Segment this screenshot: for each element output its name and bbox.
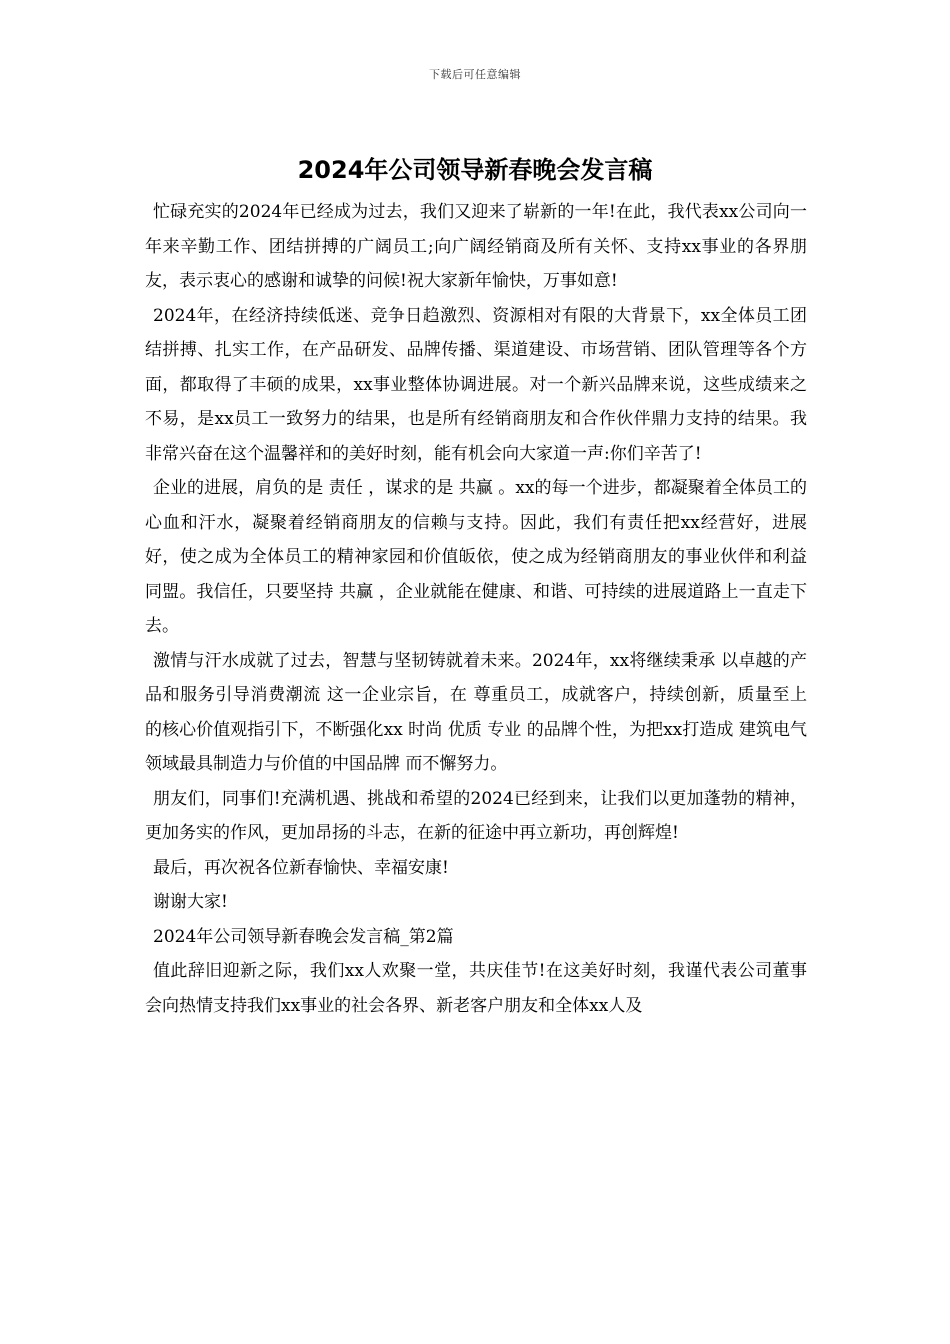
paragraph: 值此辞旧迎新之际，我们xx人欢聚一堂，共庆佳节!在这美好时刻，我谨代表公司董事会向热情支持我们xx事业的社会各界、新老客户朋友和全体xx人及 <box>145 961 807 1016</box>
document-body <box>145 195 807 1023</box>
paragraph: 忙碌充实的2024年已经成为过去，我们又迎来了崭新的一年!在此，我代表xx公司向一年来辛勤工作、团结拼搏的广阔员工;向广阔经销商及所有关怀、支持xx事业的各界朋友，表示衷心的感谢和诚挚的问候!祝大家新年愉快，万事如意! <box>145 202 807 291</box>
paragraph: 企业的进展，肩负的是 责任 ，谋求的是 共赢 。xx的每一个进步，都凝聚着全体员工的心血和汗水，凝聚着经销商朋友的信赖与支持。因此，我们有责任把xx经营好，进展好，使之成为全体员工的精神家园和价值皈依，使之成为经销商朋友的事业伙伴和利益同盟。我信任，只要坚持 共赢 ，企业就能在健康、和谐、可持续的进展道路上一直走下去。 <box>145 478 807 636</box>
paragraph: 朋友们，同事们!充满机遇、挑战和希望的2024已经到来，让我们以更加蓬勃的精神，更加务实的作风，更加昂扬的斗志，在新的征途中再立新功，再创辉煌! <box>145 788 807 843</box>
document-title: 2024年公司领导新春晚会发言稿 <box>297 156 653 184</box>
header-note: 下载后可任意编辑 <box>429 68 521 81</box>
section-heading: 2024年公司领导新春晚会发言稿_第2篇 <box>153 926 454 947</box>
paragraph: 谢谢大家! <box>153 892 228 912</box>
paragraph: 激情与汗水成就了过去，智慧与坚韧铸就着未来。2024年，xx将继续秉承 以卓越的产品和服务引导消费潮流 这一企业宗旨，在 尊重员工，成就客户，持续创新，质量至上 的核心价值观指引下，不断强化xx 时尚 优质 专业 的品牌个性，为把xx打造成 建筑电气领域最具制造力与价值的中国品牌 而不懈努力。 <box>145 650 807 774</box>
paragraph: 最后，再次祝各位新春愉快、幸福安康! <box>153 857 449 878</box>
paragraph: 2024年，在经济持续低迷、竞争日趋激烈、资源相对有限的大背景下，xx全体员工团结拼搏、扎实工作，在产品研发、品牌传播、渠道建设、市场营销、团队管理等各个方面，都取得了丰硕的成果，xx事业整体协调进展。对一个新兴品牌来说，这些成绩来之不易，是xx员工一致努力的结果，也是所有经销商朋友和合作伙伴鼎力支持的结果。我非常兴奋在这个温馨祥和的美好时刻，能有机会向大家道一声:你们辛苦了! <box>145 305 807 464</box>
